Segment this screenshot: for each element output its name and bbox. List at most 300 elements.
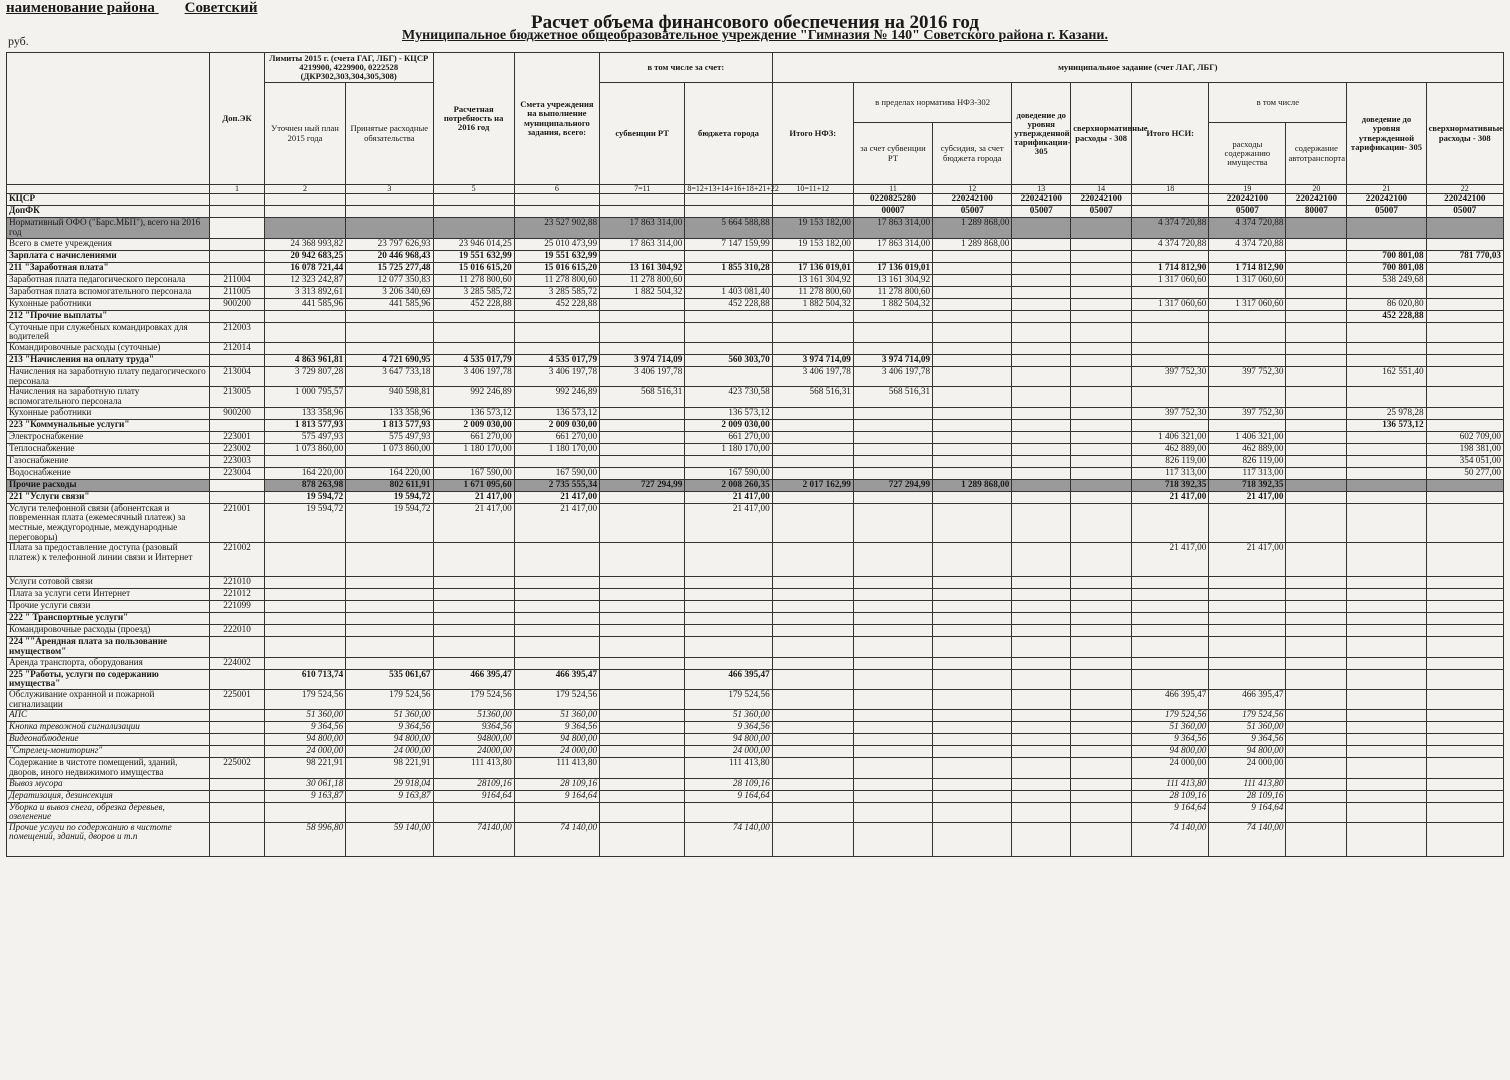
value-cell: 51 360,00 xyxy=(514,710,599,722)
value-cell: 727 294,99 xyxy=(600,479,685,491)
value-cell xyxy=(1286,431,1347,443)
value-cell xyxy=(853,746,932,758)
value-cell xyxy=(933,262,1012,274)
value-cell: 19 594,72 xyxy=(264,491,345,503)
row-code xyxy=(210,734,265,746)
value-cell xyxy=(1132,343,1209,355)
value-cell xyxy=(933,613,1012,625)
row-label: 223 "Коммунальные услуги" xyxy=(7,419,210,431)
value-cell xyxy=(1286,822,1347,856)
value-cell: 1 317 060,60 xyxy=(1209,298,1286,310)
value-cell xyxy=(600,443,685,455)
value-cell xyxy=(1426,355,1503,367)
value-cell xyxy=(772,455,853,467)
value-cell xyxy=(772,758,853,778)
value-cell xyxy=(1071,822,1132,856)
value-cell: 111 413,80 xyxy=(1209,778,1286,790)
value-cell xyxy=(772,503,853,543)
value-cell: 940 598,81 xyxy=(346,387,433,407)
value-cell xyxy=(346,637,433,657)
value-cell xyxy=(853,657,932,669)
value-cell xyxy=(600,822,685,856)
col-raschet: Расчетная потребность на 2016 год xyxy=(433,53,514,185)
value-cell xyxy=(685,310,772,322)
value-cell xyxy=(433,322,514,342)
col-sverh-14: сверхнормативные расходы - 308 xyxy=(1071,83,1132,185)
value-cell xyxy=(600,543,685,577)
value-cell: 1 073 860,00 xyxy=(346,443,433,455)
value-cell: 575 497,93 xyxy=(264,431,345,443)
value-cell: 94 800,00 xyxy=(685,734,772,746)
value-cell xyxy=(1071,637,1132,657)
value-cell xyxy=(1071,577,1132,589)
value-cell xyxy=(1071,589,1132,601)
value-cell: 94 800,00 xyxy=(1132,746,1209,758)
value-cell xyxy=(264,543,345,577)
value-cell xyxy=(772,657,853,669)
value-cell xyxy=(1071,601,1132,613)
value-cell: 111 413,80 xyxy=(1132,778,1209,790)
value-cell xyxy=(1426,262,1503,274)
row-label: Электроснабжение xyxy=(7,431,210,443)
value-cell xyxy=(772,310,853,322)
value-cell xyxy=(1012,637,1071,657)
value-cell: 21 417,00 xyxy=(514,491,599,503)
column-number: 10=11+12 xyxy=(772,185,853,194)
code-cell: 220242100 xyxy=(1426,194,1503,206)
value-cell: 4 721 690,95 xyxy=(346,355,433,367)
value-cell xyxy=(685,367,772,387)
value-cell: 3 406 197,78 xyxy=(433,367,514,387)
value-cell: 2 735 555,34 xyxy=(514,479,599,491)
value-cell: 50 277,00 xyxy=(1426,467,1503,479)
value-cell xyxy=(1426,637,1503,657)
value-cell: 700 801,08 xyxy=(1347,262,1426,274)
table-row xyxy=(7,250,1504,262)
value-cell: 16 078 721,44 xyxy=(264,262,345,274)
value-cell xyxy=(1286,722,1347,734)
row-code: 222010 xyxy=(210,625,265,637)
value-cell: 3 974 714,09 xyxy=(853,355,932,367)
row-label: Нормативный ОФО ("Барс.МБП"), всего на 2016 год xyxy=(7,218,210,238)
value-cell: 423 730,58 xyxy=(685,387,772,407)
value-cell xyxy=(1132,589,1209,601)
value-cell xyxy=(600,613,685,625)
value-cell: 20 446 968,43 xyxy=(346,250,433,262)
value-cell: 21 417,00 xyxy=(1209,543,1286,577)
value-cell xyxy=(1426,218,1503,238)
value-cell xyxy=(1012,778,1071,790)
value-cell xyxy=(1347,637,1426,657)
value-cell xyxy=(600,790,685,802)
value-cell xyxy=(600,625,685,637)
value-cell xyxy=(1012,577,1071,589)
value-cell xyxy=(514,322,599,342)
value-cell xyxy=(933,589,1012,601)
table-row xyxy=(7,355,1504,367)
value-cell xyxy=(933,710,1012,722)
value-cell: 878 263,98 xyxy=(264,479,345,491)
col-v-predelah: в пределах норматива НФЗ-302 xyxy=(853,83,1011,123)
table-row xyxy=(7,322,1504,342)
value-cell: 1 882 504,32 xyxy=(853,298,932,310)
row-code: 223001 xyxy=(210,431,265,443)
value-cell xyxy=(1426,734,1503,746)
value-cell: 25 978,28 xyxy=(1347,407,1426,419)
value-cell xyxy=(1426,387,1503,407)
value-cell xyxy=(772,407,853,419)
table-row xyxy=(7,589,1504,601)
row-code: 223003 xyxy=(210,455,265,467)
value-cell xyxy=(1426,407,1503,419)
row-label: Водоснабжение xyxy=(7,467,210,479)
value-cell xyxy=(685,601,772,613)
table-row xyxy=(7,310,1504,322)
value-cell: 1 180 170,00 xyxy=(685,443,772,455)
value-cell xyxy=(1071,407,1132,419)
value-cell xyxy=(1347,479,1426,491)
table-row xyxy=(7,431,1504,443)
value-cell: 24 000,00 xyxy=(1132,758,1209,778)
value-cell: 111 413,80 xyxy=(433,758,514,778)
table-row xyxy=(7,625,1504,637)
value-cell xyxy=(514,625,599,637)
value-cell: 452 228,88 xyxy=(1347,310,1426,322)
value-cell xyxy=(853,758,932,778)
value-cell: 74 140,00 xyxy=(1132,822,1209,856)
value-cell: 1 289 868,00 xyxy=(933,218,1012,238)
value-cell xyxy=(514,601,599,613)
column-number: 1 xyxy=(210,185,265,194)
value-cell xyxy=(772,491,853,503)
value-cell xyxy=(685,625,772,637)
value-cell: 1 813 577,93 xyxy=(264,419,345,431)
value-cell: 397 752,30 xyxy=(1209,407,1286,419)
value-cell xyxy=(346,589,433,601)
value-cell xyxy=(600,689,685,709)
row-label: 221 "Услуги связи" xyxy=(7,491,210,503)
value-cell xyxy=(1347,802,1426,822)
row-label: Начисления на заработную плату педагогического персонала xyxy=(7,367,210,387)
row-code xyxy=(210,491,265,503)
value-cell: 198 381,00 xyxy=(1426,443,1503,455)
value-cell xyxy=(1132,503,1209,543)
col-subsidiya: субсидия, за счет бюджета города xyxy=(933,123,1012,185)
value-cell: 24 368 993,82 xyxy=(264,238,345,250)
column-number: 13 xyxy=(1012,185,1071,194)
value-cell: 21 417,00 xyxy=(514,503,599,543)
value-cell xyxy=(853,613,932,625)
table-row xyxy=(7,343,1504,355)
value-cell xyxy=(1012,479,1071,491)
value-cell xyxy=(933,657,1012,669)
value-cell: 538 249,68 xyxy=(1347,274,1426,286)
code-cell: 220242100 xyxy=(1286,194,1347,206)
value-cell xyxy=(600,467,685,479)
value-cell: 133 358,96 xyxy=(264,407,345,419)
row-code xyxy=(210,613,265,625)
value-cell: 397 752,30 xyxy=(1132,407,1209,419)
code-cell: 220242100 xyxy=(1012,194,1071,206)
value-cell: 661 270,00 xyxy=(685,431,772,443)
table-row xyxy=(7,443,1504,455)
value-cell: 466 395,47 xyxy=(1209,689,1286,709)
value-cell xyxy=(1426,419,1503,431)
row-label: 222 " Транспортные услуги" xyxy=(7,613,210,625)
value-cell: 164 220,00 xyxy=(264,467,345,479)
row-label: Командировочные расходы (суточные) xyxy=(7,343,210,355)
value-cell xyxy=(933,637,1012,657)
value-cell xyxy=(1426,689,1503,709)
value-cell xyxy=(1426,746,1503,758)
value-cell xyxy=(1426,286,1503,298)
value-cell xyxy=(1347,758,1426,778)
table-row xyxy=(7,387,1504,407)
value-cell xyxy=(853,467,932,479)
value-cell xyxy=(933,467,1012,479)
value-cell: 28 109,16 xyxy=(685,778,772,790)
value-cell: 19 551 632,99 xyxy=(514,250,599,262)
value-cell xyxy=(1071,367,1132,387)
value-cell xyxy=(1286,503,1347,543)
col-rashody-sod: расходы содержанию имущества xyxy=(1209,123,1286,185)
value-cell xyxy=(1286,218,1347,238)
value-cell xyxy=(433,543,514,577)
value-cell xyxy=(1012,657,1071,669)
column-number: 5 xyxy=(433,185,514,194)
column-number: 11 xyxy=(853,185,932,194)
value-cell xyxy=(1071,722,1132,734)
value-cell: 826 119,00 xyxy=(1209,455,1286,467)
value-cell xyxy=(264,455,345,467)
value-cell: 94 800,00 xyxy=(264,734,345,746)
value-cell xyxy=(685,250,772,262)
column-number: 18 xyxy=(1132,185,1209,194)
document-subtitle: Муниципальное бюджетное общеобразовательное учреждение "Гимназия № 140" Советского района г. Казани. xyxy=(402,28,1108,43)
value-cell xyxy=(1286,669,1347,689)
value-cell xyxy=(1286,298,1347,310)
value-cell xyxy=(1426,503,1503,543)
value-cell: 74 140,00 xyxy=(514,822,599,856)
value-cell xyxy=(1071,443,1132,455)
value-cell: 164 220,00 xyxy=(346,467,433,479)
table-row xyxy=(7,543,1504,577)
value-cell xyxy=(1132,355,1209,367)
value-cell xyxy=(1012,491,1071,503)
value-cell xyxy=(1286,262,1347,274)
value-cell: 136 573,12 xyxy=(685,407,772,419)
value-cell: 86 020,80 xyxy=(1347,298,1426,310)
value-cell: 25 010 473,99 xyxy=(514,238,599,250)
row-code: 225001 xyxy=(210,689,265,709)
value-cell: 397 752,30 xyxy=(1132,367,1209,387)
value-cell xyxy=(1286,455,1347,467)
value-cell: 28 109,16 xyxy=(514,778,599,790)
value-cell xyxy=(1071,657,1132,669)
value-cell: 179 524,56 xyxy=(685,689,772,709)
value-cell xyxy=(853,710,932,722)
code-cell-empty xyxy=(1132,194,1209,206)
value-cell xyxy=(1286,387,1347,407)
value-cell xyxy=(933,343,1012,355)
value-cell xyxy=(1286,479,1347,491)
value-cell xyxy=(1132,577,1209,589)
column-number: 8=12+13+14+16+18+21+22 xyxy=(685,185,772,194)
value-cell xyxy=(1286,491,1347,503)
table-row xyxy=(7,286,1504,298)
value-cell: 466 395,47 xyxy=(685,669,772,689)
row-label: Заработная плата вспомогательного персонала xyxy=(7,286,210,298)
value-cell: 179 524,56 xyxy=(1132,710,1209,722)
code-cell: 05007 xyxy=(1347,206,1426,218)
value-cell: 117 313,00 xyxy=(1209,467,1286,479)
value-cell xyxy=(853,601,932,613)
value-cell xyxy=(1347,734,1426,746)
value-cell: 3 406 197,78 xyxy=(772,367,853,387)
value-cell: 94 800,00 xyxy=(514,734,599,746)
row-label: Обслуживание охранной и пожарной сигнализации xyxy=(7,689,210,709)
value-cell xyxy=(1071,455,1132,467)
value-cell xyxy=(1071,322,1132,342)
value-cell xyxy=(1209,286,1286,298)
value-cell xyxy=(1426,669,1503,689)
row-label: 212 "Прочие выплаты" xyxy=(7,310,210,322)
value-cell xyxy=(853,322,932,342)
value-cell: 24 000,00 xyxy=(685,746,772,758)
value-cell xyxy=(933,310,1012,322)
currency-label: руб. xyxy=(8,34,29,48)
value-cell: 24 000,00 xyxy=(264,746,345,758)
value-cell: 21 417,00 xyxy=(685,503,772,543)
value-cell xyxy=(1071,503,1132,543)
value-cell xyxy=(853,443,932,455)
code-cell: 00007 xyxy=(853,206,932,218)
value-cell: 51360,00 xyxy=(433,710,514,722)
row-label: Плата за услуги сети Интернет xyxy=(7,589,210,601)
value-cell: 74 140,00 xyxy=(685,822,772,856)
value-cell: 179 524,56 xyxy=(514,689,599,709)
value-cell: 9 164,64 xyxy=(685,790,772,802)
value-cell: 133 358,96 xyxy=(346,407,433,419)
value-cell xyxy=(346,601,433,613)
value-cell: 21 417,00 xyxy=(1209,491,1286,503)
value-cell: 19 153 182,00 xyxy=(772,238,853,250)
table-row xyxy=(7,503,1504,543)
value-cell xyxy=(1286,589,1347,601)
row-code: 212014 xyxy=(210,343,265,355)
value-cell: 12 323 242,87 xyxy=(264,274,345,286)
value-cell xyxy=(772,637,853,657)
table-row xyxy=(7,657,1504,669)
value-cell xyxy=(600,734,685,746)
value-cell xyxy=(346,625,433,637)
value-cell xyxy=(600,589,685,601)
row-label: Прочие услуги связи xyxy=(7,601,210,613)
row-label: Уборка и вывоз снега, обрезка деревьев, озеленение xyxy=(7,802,210,822)
value-cell xyxy=(772,589,853,601)
value-cell xyxy=(1012,734,1071,746)
value-cell xyxy=(264,802,345,822)
col-itogo-nfz: Итого НФЗ: xyxy=(772,83,853,185)
row-label: Прочие расходы xyxy=(7,479,210,491)
value-cell xyxy=(1426,778,1503,790)
value-cell xyxy=(1071,491,1132,503)
value-cell xyxy=(346,613,433,625)
table-row xyxy=(7,238,1504,250)
row-code: 221010 xyxy=(210,577,265,589)
value-cell xyxy=(1012,543,1071,577)
value-cell xyxy=(685,274,772,286)
table-row xyxy=(7,637,1504,657)
row-label: Видеонаблюдение xyxy=(7,734,210,746)
value-cell xyxy=(1347,625,1426,637)
value-cell: 3 974 714,09 xyxy=(600,355,685,367)
row-label: 224 ""Арендная плата за пользование имуществом" xyxy=(7,637,210,657)
code-cell-empty xyxy=(772,194,853,206)
row-label: Плата за предоставление доступа (разовый платеж) к телефонной линии связи и Интернет xyxy=(7,543,210,577)
value-cell xyxy=(1071,710,1132,722)
column-number: 19 xyxy=(1209,185,1286,194)
row-label: Командировочные расходы (проезд) xyxy=(7,625,210,637)
value-cell xyxy=(600,802,685,822)
region-label: наименование района xyxy=(6,0,155,16)
value-cell xyxy=(264,613,345,625)
value-cell xyxy=(933,407,1012,419)
value-cell xyxy=(933,778,1012,790)
value-cell xyxy=(772,669,853,689)
value-cell xyxy=(933,722,1012,734)
value-cell xyxy=(1286,274,1347,286)
value-cell xyxy=(264,310,345,322)
value-cell xyxy=(1286,613,1347,625)
value-cell xyxy=(933,790,1012,802)
value-cell xyxy=(1012,625,1071,637)
value-cell xyxy=(1286,467,1347,479)
code-cell: 05007 xyxy=(1426,206,1503,218)
value-cell xyxy=(1012,467,1071,479)
value-cell xyxy=(1426,758,1503,778)
value-cell: 661 270,00 xyxy=(433,431,514,443)
value-cell xyxy=(1209,577,1286,589)
value-cell xyxy=(1012,503,1071,543)
value-cell xyxy=(853,637,932,657)
value-cell: 661 270,00 xyxy=(514,431,599,443)
value-cell xyxy=(1286,343,1347,355)
value-cell xyxy=(853,802,932,822)
value-cell xyxy=(853,419,932,431)
row-code xyxy=(210,722,265,734)
row-code: 221012 xyxy=(210,589,265,601)
value-cell xyxy=(1012,710,1071,722)
row-code: 224002 xyxy=(210,657,265,669)
value-cell xyxy=(1286,286,1347,298)
value-cell: 179 524,56 xyxy=(264,689,345,709)
code-cell: 05007 xyxy=(1209,206,1286,218)
value-cell xyxy=(1071,387,1132,407)
value-cell xyxy=(772,625,853,637)
value-cell xyxy=(1286,734,1347,746)
value-cell: 568 516,31 xyxy=(772,387,853,407)
value-cell xyxy=(1426,343,1503,355)
value-cell xyxy=(933,577,1012,589)
value-cell: 51 360,00 xyxy=(1209,722,1286,734)
value-cell xyxy=(1012,367,1071,387)
value-cell xyxy=(1132,286,1209,298)
value-cell: 9 364,56 xyxy=(264,722,345,734)
value-cell: 9 163,87 xyxy=(346,790,433,802)
value-cell xyxy=(1286,637,1347,657)
row-code: 225002 xyxy=(210,758,265,778)
